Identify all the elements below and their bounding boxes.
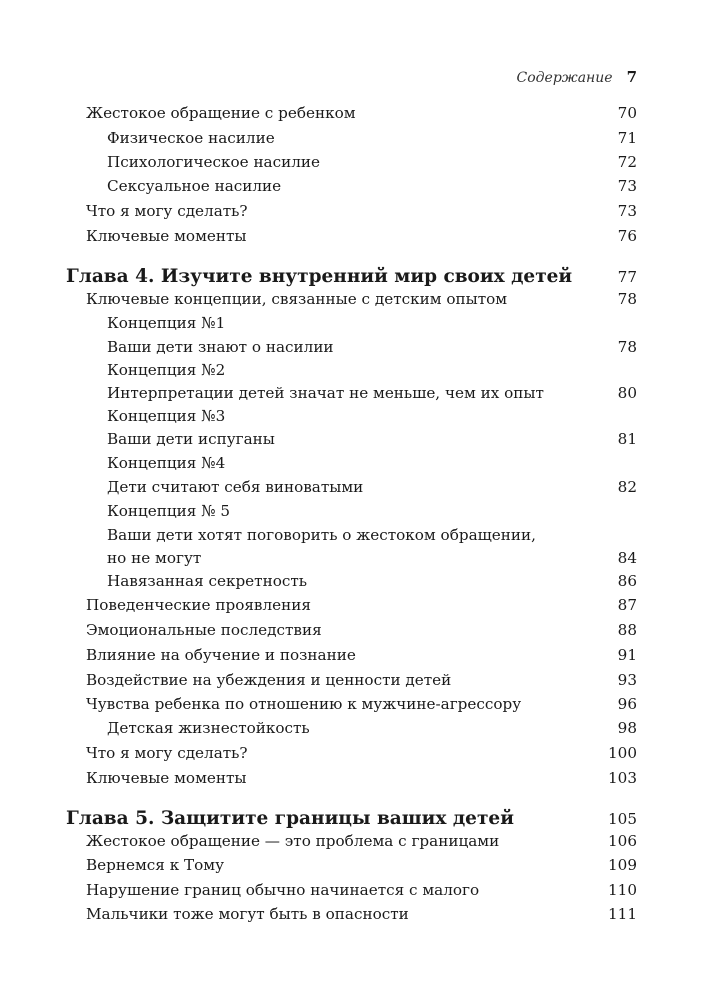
toc-entry-title: Чувства ребенка по отношению к мужчине-агрессору [86, 695, 522, 713]
toc-entry-page: 111 [608, 905, 637, 923]
toc-entry-title: Физическое насилие [107, 129, 275, 147]
toc-entry [0, 523, 703, 547]
toc-entry-page: 72 [617, 153, 637, 171]
toc-entry [0, 101, 703, 125]
toc-entry [0, 692, 703, 716]
toc-entry-title: Интерпретации детей значат не меньше, чем их опыт [107, 384, 544, 402]
toc-entry [0, 593, 703, 617]
toc-entry-page: 73 [617, 177, 637, 195]
toc-entry-page: 70 [617, 104, 637, 122]
toc-entry-page: 106 [608, 832, 637, 850]
toc-entry-title: Ваши дети хотят поговорить о жестоком обращении, [107, 526, 536, 544]
toc-entry-page: 80 [617, 384, 637, 402]
toc-entry-page: 73 [617, 202, 637, 220]
toc-entry-title: Что я могу сделать? [86, 744, 248, 762]
toc-entry [0, 643, 703, 667]
toc-entry-title: Ключевые моменты [86, 769, 247, 787]
toc-entry [0, 311, 703, 335]
toc-entry-title: Концепция № 5 [107, 502, 231, 520]
toc-entry-title: Нарушение границ обычно начинается с малого [86, 881, 480, 899]
toc-entry-page: 109 [608, 856, 637, 874]
toc-entry [0, 668, 703, 692]
toc-entry-title: Ключевые моменты [86, 227, 247, 245]
toc-entry-page: 96 [617, 695, 637, 713]
toc-entry-title: Глава 5. Защитите границы ваших детей [66, 808, 514, 829]
running-header-section: Содержание [516, 70, 613, 86]
toc-entry-page: 81 [617, 430, 637, 448]
toc-entry [0, 499, 703, 523]
toc-entry-title: Воздействие на убеждения и ценности детей [86, 671, 452, 689]
toc-entry-page: 103 [608, 769, 637, 787]
running-header [517, 68, 637, 86]
toc-entry-page: 78 [617, 290, 637, 308]
toc-entry-title: Концепция №3 [107, 407, 226, 425]
toc-entry [0, 335, 703, 359]
chapter-heading [0, 265, 703, 289]
toc-entry [0, 475, 703, 499]
toc-entry [0, 174, 703, 198]
page-number: 7 [626, 68, 637, 86]
toc-entry [0, 546, 703, 570]
toc-entry [0, 150, 703, 174]
toc-entry [0, 878, 703, 902]
toc-entry-page: 77 [617, 268, 637, 286]
toc-entry [0, 618, 703, 642]
toc-entry [0, 427, 703, 451]
toc-entry-title: Концепция №2 [107, 361, 226, 379]
toc-entry [0, 199, 703, 223]
toc-entry [0, 741, 703, 765]
toc-entry [0, 766, 703, 790]
toc-entry-title: Мальчики тоже могут быть в опасности [86, 905, 409, 923]
toc-entry [0, 224, 703, 248]
toc-entry-title: Детская жизнестойкость [107, 719, 310, 737]
toc-entry-title: Ключевые концепции, связанные с детским опытом [86, 290, 508, 308]
toc-entry-title: Ваши дети знают о насилии [107, 338, 334, 356]
toc-entry-page: 100 [608, 744, 637, 762]
toc-entry-title: но не могут [107, 549, 202, 567]
toc-entry [0, 902, 703, 926]
toc-entry-title: Концепция №4 [107, 454, 226, 472]
toc-entry [0, 287, 703, 311]
toc-entry-page: 88 [617, 621, 637, 639]
toc-entry [0, 358, 703, 382]
toc-entry [0, 126, 703, 150]
toc-entry-title: Дети считают себя виноватыми [107, 478, 364, 496]
toc-entry-title: Сексуальное насилие [107, 177, 282, 195]
toc-entry [0, 569, 703, 593]
toc-entry-page: 78 [617, 338, 637, 356]
toc-entry [0, 404, 703, 428]
toc-entry-title: Эмоциональные последствия [86, 621, 322, 639]
toc-entry-title: Поведенческие проявления [86, 596, 311, 614]
toc-entry-page: 86 [617, 572, 637, 590]
toc-entry-title: Глава 4. Изучите внутренний мир своих детей [66, 266, 573, 287]
toc-entry-page: 93 [617, 671, 637, 689]
toc-entry-page: 82 [617, 478, 637, 496]
toc-entry-page: 105 [608, 810, 637, 828]
toc-entry [0, 381, 703, 405]
toc-entry-page: 110 [608, 881, 637, 899]
toc-entry-title: Жестокое обращение с ребенком [86, 104, 356, 122]
toc-entry [0, 853, 703, 877]
toc-entry-page: 71 [617, 129, 637, 147]
toc-entry-title: Жестокое обращение — это проблема с границами [86, 832, 500, 850]
toc-entry-title: Что я могу сделать? [86, 202, 248, 220]
chapter-heading [0, 807, 703, 831]
toc-entry-title: Ваши дети испуганы [107, 430, 275, 448]
toc-entry-page: 98 [617, 719, 637, 737]
toc-entry-page: 76 [617, 227, 637, 245]
toc-entry-page: 84 [617, 549, 637, 567]
toc-entry [0, 716, 703, 740]
toc-entry-page: 87 [617, 596, 637, 614]
toc-entry [0, 829, 703, 853]
toc-entry-title: Влияние на обучение и познание [86, 646, 356, 664]
toc-entry-title: Психологическое насилие [107, 153, 321, 171]
toc-entry-title: Вернемся к Тому [86, 856, 225, 874]
toc-entry-title: Навязанная секретность [107, 572, 308, 590]
toc-entry [0, 451, 703, 475]
toc-entry-title: Концепция №1 [107, 314, 226, 332]
toc-entry-page: 91 [617, 646, 637, 664]
